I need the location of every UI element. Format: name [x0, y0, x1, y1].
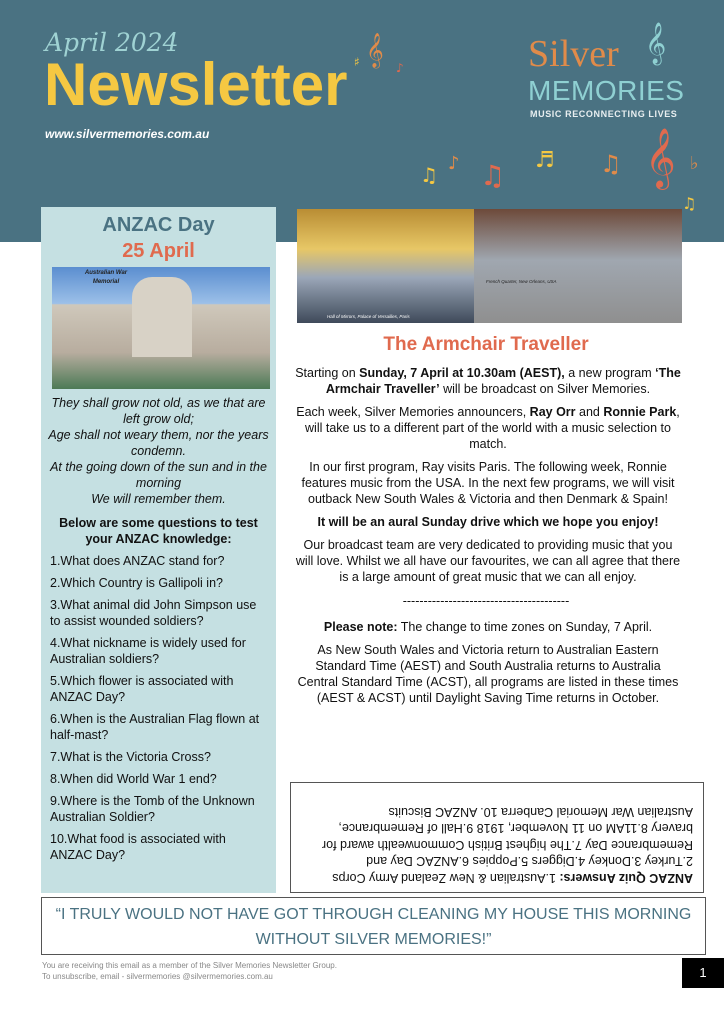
divider: ---------------------------------------- — [402, 594, 570, 608]
quiz-question: 10.What food is associated with ANZAC Day? — [50, 832, 226, 862]
article-title: The Armchair Traveller — [383, 334, 589, 355]
photo-caption: French Quarter, New Orleans, USA — [486, 279, 557, 284]
music-note-icon: ♪ — [448, 153, 460, 174]
photo-caption: Hall of Mirrors, Palace of Versailles, Paris — [327, 314, 410, 319]
article-paragraph: Our broadcast team are very dedicated to providing music that you will love. Whilst we all have our favourites, we can all agree that there is a large amount of great music that we can all enjoy. — [295, 538, 681, 584]
war-memorial-photo — [52, 267, 270, 389]
logo-tagline: MUSIC RECONNECTING LIVES — [530, 109, 678, 119]
sharp-icon: ♯ — [354, 55, 360, 69]
poem-line: Age shall not weary them, nor the years condemn. — [48, 428, 269, 458]
quiz-question: 4.What nickname is widely used for Australian soldiers? — [50, 636, 246, 666]
footer-text — [42, 960, 337, 982]
website-link[interactable]: www.silvermemories.com.au — [45, 127, 210, 141]
quiz-question: 9.Where is the Tomb of the Unknown Australian Soldier? — [50, 794, 255, 824]
poem-line: We will remember them. — [91, 492, 226, 506]
music-note-icon: ♫ — [682, 194, 697, 213]
flat-icon: ♭ — [690, 153, 699, 174]
article-paragraph: Each week, Silver Memories announcers, Ray Orr and Ronnie Park, will take us to a different part of the world with a music selection to match. — [296, 405, 680, 451]
treble-clef-icon: 𝄞 — [645, 128, 676, 188]
quiz-answers-upside-down: ANZAC Quiz Answers: 1.Australian & New Zealand Army Corps 2.Turkey 3.Donkey 4.Diggers 5.Poppies 6.ANZAC Day and Remembrance Day 7.The highest British Commonwealth award for bravery 8.11AM on 11 November, 1918 9.Hall of Remembrance, Australian War Memorial Canberra 10. ANZAC Biscuits — [290, 782, 704, 893]
poem-line: At the going down of the sun and in the morning — [50, 460, 267, 490]
issue-month: April 2024 — [45, 28, 179, 57]
memorial-building — [132, 277, 192, 357]
quiz-question: 8.When did World War 1 end? — [50, 772, 217, 786]
logo-silver: Silver — [528, 33, 619, 75]
quiz-question: 3.What animal did John Simpson use to assist wounded soldiers? — [50, 598, 257, 628]
quiz-question: 7.What is the Victoria Cross? — [50, 750, 211, 764]
photo-caption: Australian War Memorial — [84, 270, 128, 285]
quiz-question: 6.When is the Australian Flag flown at half-mast? — [50, 712, 260, 742]
testimonial-quote: “I TRULY WOULD NOT HAVE GOT THROUGH CLEANING MY HOUSE THIS MORNING WITHOUT SILVER MEMORIES!” — [41, 897, 706, 955]
newsletter-title: Newsletter — [44, 51, 348, 118]
music-notes-icon: ♬ — [535, 148, 555, 173]
logo-memories: MEMORIES — [528, 75, 685, 106]
music-notes-icon: ♫ — [480, 159, 506, 192]
versailles-photo — [297, 209, 474, 323]
quiz-heading: Below are some questions to test your ANZAC knowledge: — [59, 516, 258, 546]
page-number: 1 — [682, 958, 724, 988]
header-banner — [0, 0, 724, 242]
article-paragraph: Starting on Sunday, 7 April at 10.30am (AEST), a new program ‘The Armchair Traveller’ will be broadcast on Silver Memories. — [295, 366, 681, 396]
quiz-question: 5.Which flower is associated with ANZAC Day? — [50, 674, 234, 704]
quiz-question: 1.What does ANZAC stand for? — [50, 554, 225, 568]
quiz-question: 2.Which Country is Gallipoli in? — [50, 576, 223, 590]
please-note: Please note: The change to time zones on Sunday, 7 April. — [323, 620, 653, 634]
new-orleans-photo — [474, 209, 682, 323]
anzac-sidebar — [41, 207, 276, 893]
article-paragraph: As New South Wales and Victoria return to Australian Eastern Standard Time (AEST) and South Australia returns to Australia Central Standard Time (ACST), all programs are listed in these times (AEST & ACST) until Daylight Saving Time returns in October. — [297, 643, 679, 705]
travel-photos — [297, 209, 682, 323]
article-highlight: It will be an aural Sunday drive which we hope you enjoy! — [317, 515, 659, 529]
armchair-traveller-article — [290, 209, 682, 713]
anzac-title: ANZAC Day — [102, 214, 215, 236]
footer-membership: You are receiving this email as a member of the Silver Memories Newsletter Group. — [42, 961, 337, 970]
anzac-date: 25 April — [122, 240, 195, 262]
poem-line: They shall grow not old, as we that are left grow old; — [51, 396, 266, 426]
ode-of-remembrance — [47, 395, 270, 507]
treble-clef-icon: 𝄞 — [366, 33, 384, 68]
logo-clef-icon: 𝄞 — [645, 23, 667, 64]
music-notes-icon: ♫ — [600, 150, 622, 178]
music-notes-icon: ♫ — [420, 163, 438, 187]
article-paragraph: In our first program, Ray visits Paris. The following week, Ronnie features music from the USA. In the next few programs, we will visit outback New South Wales & Victoria and then Denmark & Spain! — [301, 460, 675, 506]
footer-unsubscribe[interactable]: To unsubscribe, email - silvermemories @silvermemories.com.au — [42, 972, 273, 981]
music-note-icon: ♪ — [396, 61, 404, 75]
